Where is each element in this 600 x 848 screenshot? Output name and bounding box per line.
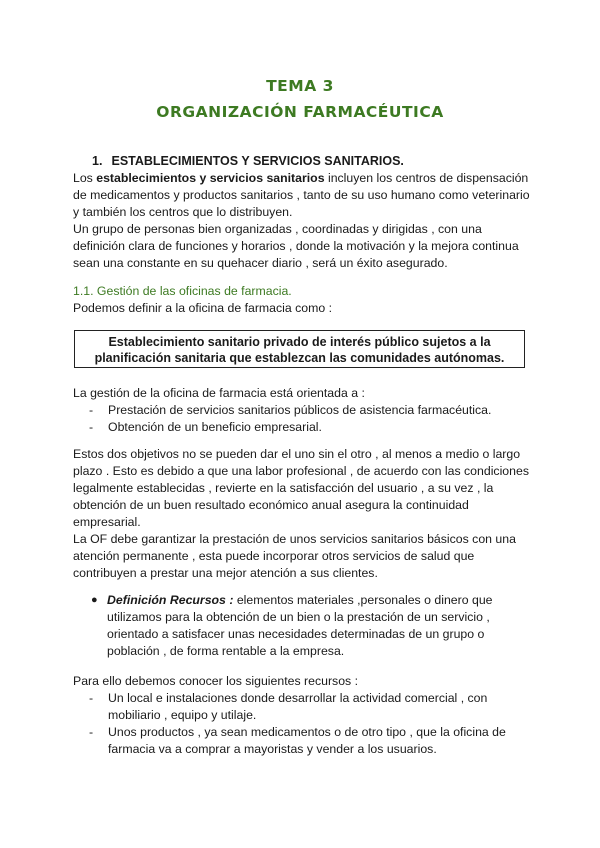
list-item: - Obtención de un beneficio empresarial. [73, 419, 533, 436]
paragraph-objetivos: Estos dos objetivos no se pueden dar el uno sin el otro , al menos a medio o largo plazo . Esto es debido a que una labor profesional , de acuerdo con las condiciones legalmente establecidas , revierte en la satisfacción del usuario , a su vez , la obtención de un buen resultado económico anual asegura la continuidad empresarial. [73, 447, 529, 529]
paragraph-definir: Podemos definir a la oficina de farmacia como : [73, 301, 333, 315]
section-title: ESTABLECIMIENTOS Y SERVICIOS SANITARIOS. [111, 154, 404, 168]
list-item: - Unos productos , ya sean medicamentos o de otro tipo , que la oficina de farmacia va a comprar a mayoristas y vender a los usuarios. [73, 724, 533, 758]
bullet-dot-icon: ● [91, 594, 98, 606]
list-item: - Un local e instalaciones donde desarrollar la actividad comercial , con mobiliario , equipo y utilaje. [73, 690, 533, 724]
recursos-section [73, 673, 533, 758]
bullet-definicion-recursos [91, 592, 511, 660]
bullet-body: elementos materiales ,personales o dinero que utilizamos para la obtención de un bien o la prestación de un servicio , orientado a satisfacer unas necesidades determinadas de un grupo o población , de forma rentable a la empresa. [107, 593, 493, 658]
paragraph-establecimientos [73, 170, 533, 221]
subsection-gestion [73, 283, 533, 317]
section-heading-1 [92, 153, 404, 170]
objectives-paragraphs [73, 446, 533, 582]
para1-post: incluyen los centros de dispensación de medicamentos y productos sanitarios , tanto de su uso humano como veterinario y también los centros que lo distribuyen. [73, 171, 530, 219]
paragraph-recursos: Para ello debemos conocer los siguientes recursos : [73, 674, 359, 688]
paragraph-orientada: La gestión de la oficina de farmacia está orientada a : [73, 386, 365, 400]
bullet-text [107, 592, 511, 660]
intro-paragraphs [73, 170, 533, 272]
list-item: - Prestación de servicios sanitarios públicos de asistencia farmacéutica. [73, 402, 533, 419]
para1-bold: establecimientos y servicios sanitarios [96, 171, 325, 185]
gestion-orientada [73, 385, 533, 436]
resources-list [73, 690, 533, 758]
paragraph-of-garantizar: La OF debe garantizar la prestación de unos servicios sanitarios básicos con una atención permanente , esta puede incorporar otros servicios de salud que contribuyen a prestar una mejor atención a sus clientes. [73, 532, 516, 580]
doc-title-main: ORGANIZACIÓN FARMACÉUTICA [156, 103, 444, 121]
bullet-label: Definición Recursos : [107, 593, 234, 607]
objectives-list [73, 402, 533, 436]
definition-box: Establecimiento sanitario privado de interés público sujetos a la planificación sanitaria que establezcan las comunidades autónomas. [74, 330, 525, 368]
doc-title-topic: TEMA 3 [266, 77, 334, 95]
paragraph-grupo-personas: Un grupo de personas bien organizadas , coordinadas y dirigidas , con una definición clara de funciones y horarios , donde la motivación y la mejora continua sean una constante en su quehacer diario , será un éxito asegurado. [73, 222, 519, 270]
para1-pre: Los [73, 171, 97, 185]
section-number: 1. [92, 154, 103, 168]
subsection-heading: 1.1. Gestión de las oficinas de farmacia. [73, 284, 292, 298]
